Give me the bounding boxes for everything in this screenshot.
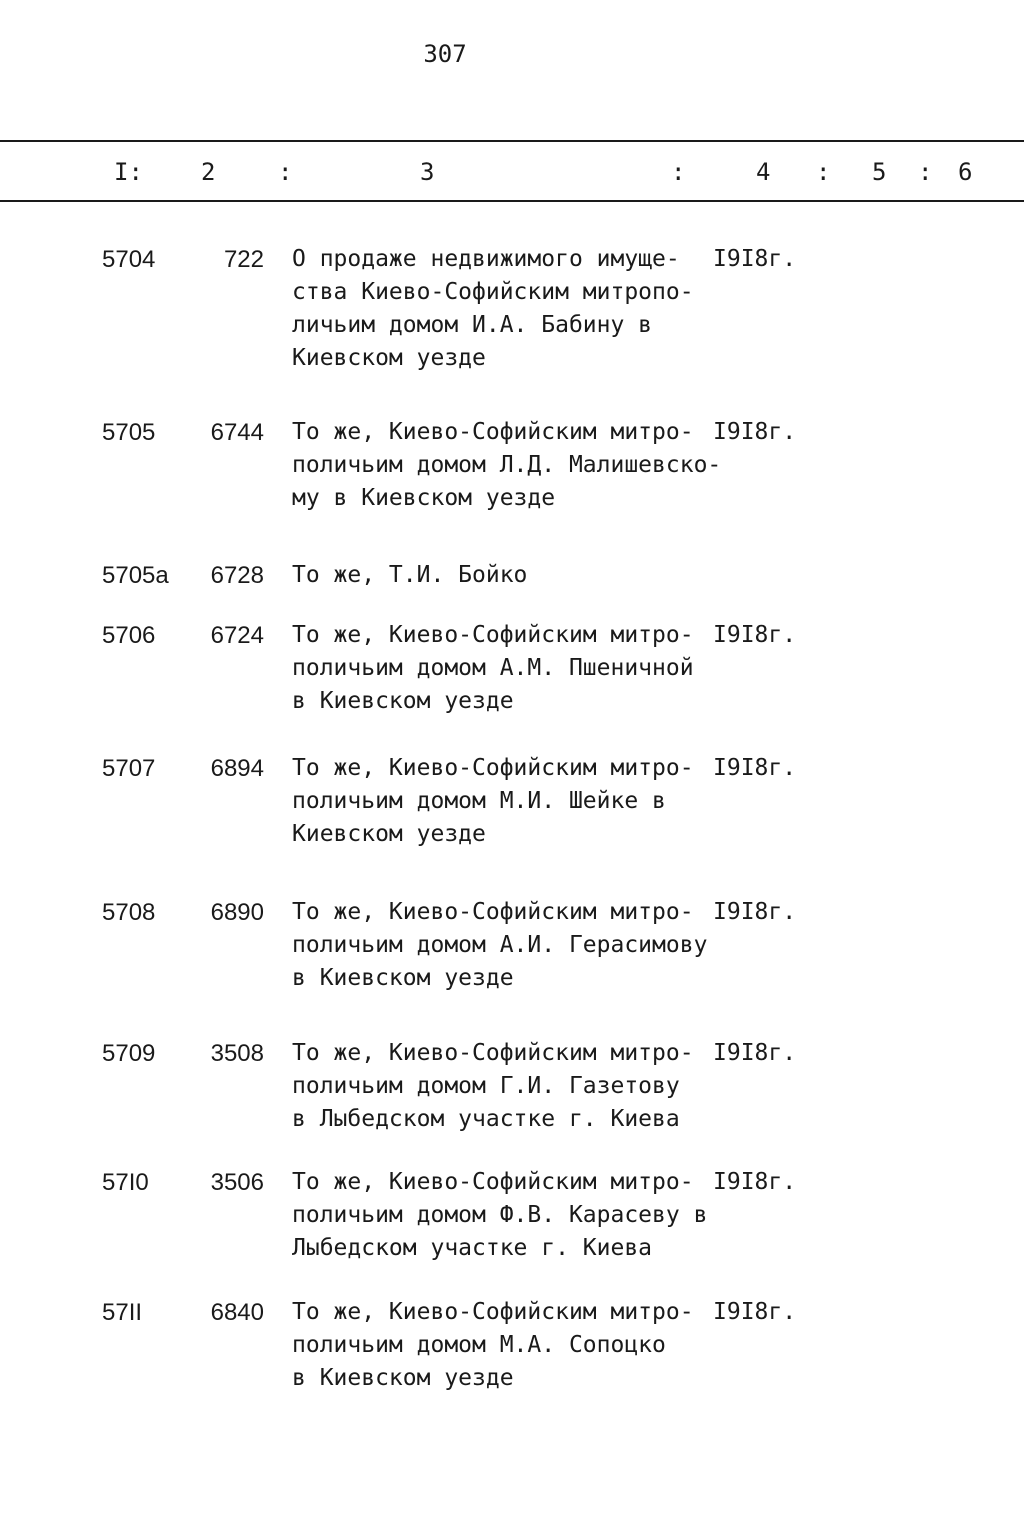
- description-line: О продаже недвижимого имуще-: [292, 246, 680, 272]
- entry-fond: 6894: [210, 755, 264, 782]
- description-line: Лыбедском участке г. Киева: [292, 1235, 653, 1261]
- entry-number: 5705: [102, 419, 156, 446]
- entry-year: I9I8г.: [713, 755, 797, 781]
- column-separator: :: [278, 158, 293, 186]
- entry-fond: 6724: [210, 622, 264, 649]
- entry-year: I9I8г.: [713, 419, 797, 445]
- entry-fond: 6744: [210, 419, 264, 446]
- column-separator: :: [816, 158, 831, 186]
- entry-description: [292, 1166, 722, 1265]
- page-number: 307: [423, 40, 467, 68]
- entry-description: [292, 1037, 722, 1136]
- description-line: поличьим домом М.А. Сопоцко: [292, 1332, 666, 1358]
- description-line: То же, Киево-Софийским митро-: [292, 755, 694, 781]
- description-line: ства Киево-Софийским митропо-: [292, 279, 694, 305]
- description-line: поличьим домом М.И. Шейке в: [292, 788, 666, 814]
- column-header-row: [0, 158, 1024, 192]
- entry-number: 57I0: [102, 1169, 149, 1196]
- entry-fond: 3508: [210, 1040, 264, 1067]
- entry-number: 5707: [102, 755, 156, 782]
- description-line: поличьим домом Г.И. Газетову: [292, 1073, 680, 1099]
- header-bottom-rule: [0, 200, 1024, 202]
- description-line: му в Киевском уезде: [292, 485, 556, 511]
- description-line: поличьим домом Ф.В. Карасеву в: [292, 1202, 708, 1228]
- entry-fond: 3506: [210, 1169, 264, 1196]
- entry-year: I9I8г.: [713, 622, 797, 648]
- description-line: поличьим домом Л.Д. Малишевско-: [292, 452, 722, 478]
- entry-description: [292, 559, 722, 592]
- description-line: в Киевском уезде: [292, 1365, 514, 1391]
- entry-fond: 6728: [210, 562, 264, 589]
- entry-description: [292, 243, 722, 375]
- entry-number: 5708: [102, 899, 156, 926]
- entry-description: [292, 1296, 722, 1395]
- entry-fond: 722: [223, 246, 264, 273]
- column-header-1: I:: [114, 158, 143, 186]
- column-header-2: 2: [201, 158, 216, 186]
- entry-number: 57II: [102, 1299, 143, 1326]
- entry-fond: 6890: [210, 899, 264, 926]
- entry-description: [292, 619, 722, 718]
- header-top-rule: [0, 140, 1024, 142]
- entry-description: [292, 752, 722, 851]
- entry-fond: 6840: [210, 1299, 264, 1326]
- entry-number: 5704: [102, 246, 156, 273]
- column-header-6: 6: [958, 158, 973, 186]
- entry-number: 5706: [102, 622, 156, 649]
- description-line: поличьим домом А.И. Герасимову: [292, 932, 708, 958]
- description-line: То же, Киево-Софийским митро-: [292, 1169, 694, 1195]
- entry-number: 5709: [102, 1040, 156, 1067]
- description-line: в Киевском уезде: [292, 965, 514, 991]
- description-line: Киевском уезде: [292, 821, 486, 847]
- entry-number: 5705а: [102, 562, 169, 589]
- entry-year: I9I8г.: [713, 899, 797, 925]
- description-line: То же, Киево-Софийским митро-: [292, 1040, 694, 1066]
- column-separator: :: [918, 158, 933, 186]
- description-line: в Лыбедском участке г. Киева: [292, 1106, 680, 1132]
- entry-description: [292, 416, 722, 515]
- description-line: поличьим домом А.М. Пшеничной: [292, 655, 694, 681]
- entry-year: I9I8г.: [713, 1169, 797, 1195]
- entry-year: I9I8г.: [713, 1299, 797, 1325]
- column-separator: :: [671, 158, 686, 186]
- entry-year: I9I8г.: [713, 1040, 797, 1066]
- description-line: личьим домом И.А. Бабину в: [292, 312, 653, 338]
- description-line: То же, Киево-Софийским митро-: [292, 899, 694, 925]
- description-line: в Киевском уезде: [292, 688, 514, 714]
- column-header-3: 3: [420, 158, 435, 186]
- description-line: То же, Киево-Софийским митро-: [292, 419, 694, 445]
- description-line: То же, Киево-Софийским митро-: [292, 1299, 694, 1325]
- column-header-5: 5: [872, 158, 887, 186]
- description-line: Киевском уезде: [292, 345, 486, 371]
- description-line: То же, Т.И. Бойко: [292, 562, 528, 588]
- entry-year: I9I8г.: [713, 246, 797, 272]
- description-line: То же, Киево-Софийским митро-: [292, 622, 694, 648]
- entry-description: [292, 896, 722, 995]
- column-header-4: 4: [756, 158, 771, 186]
